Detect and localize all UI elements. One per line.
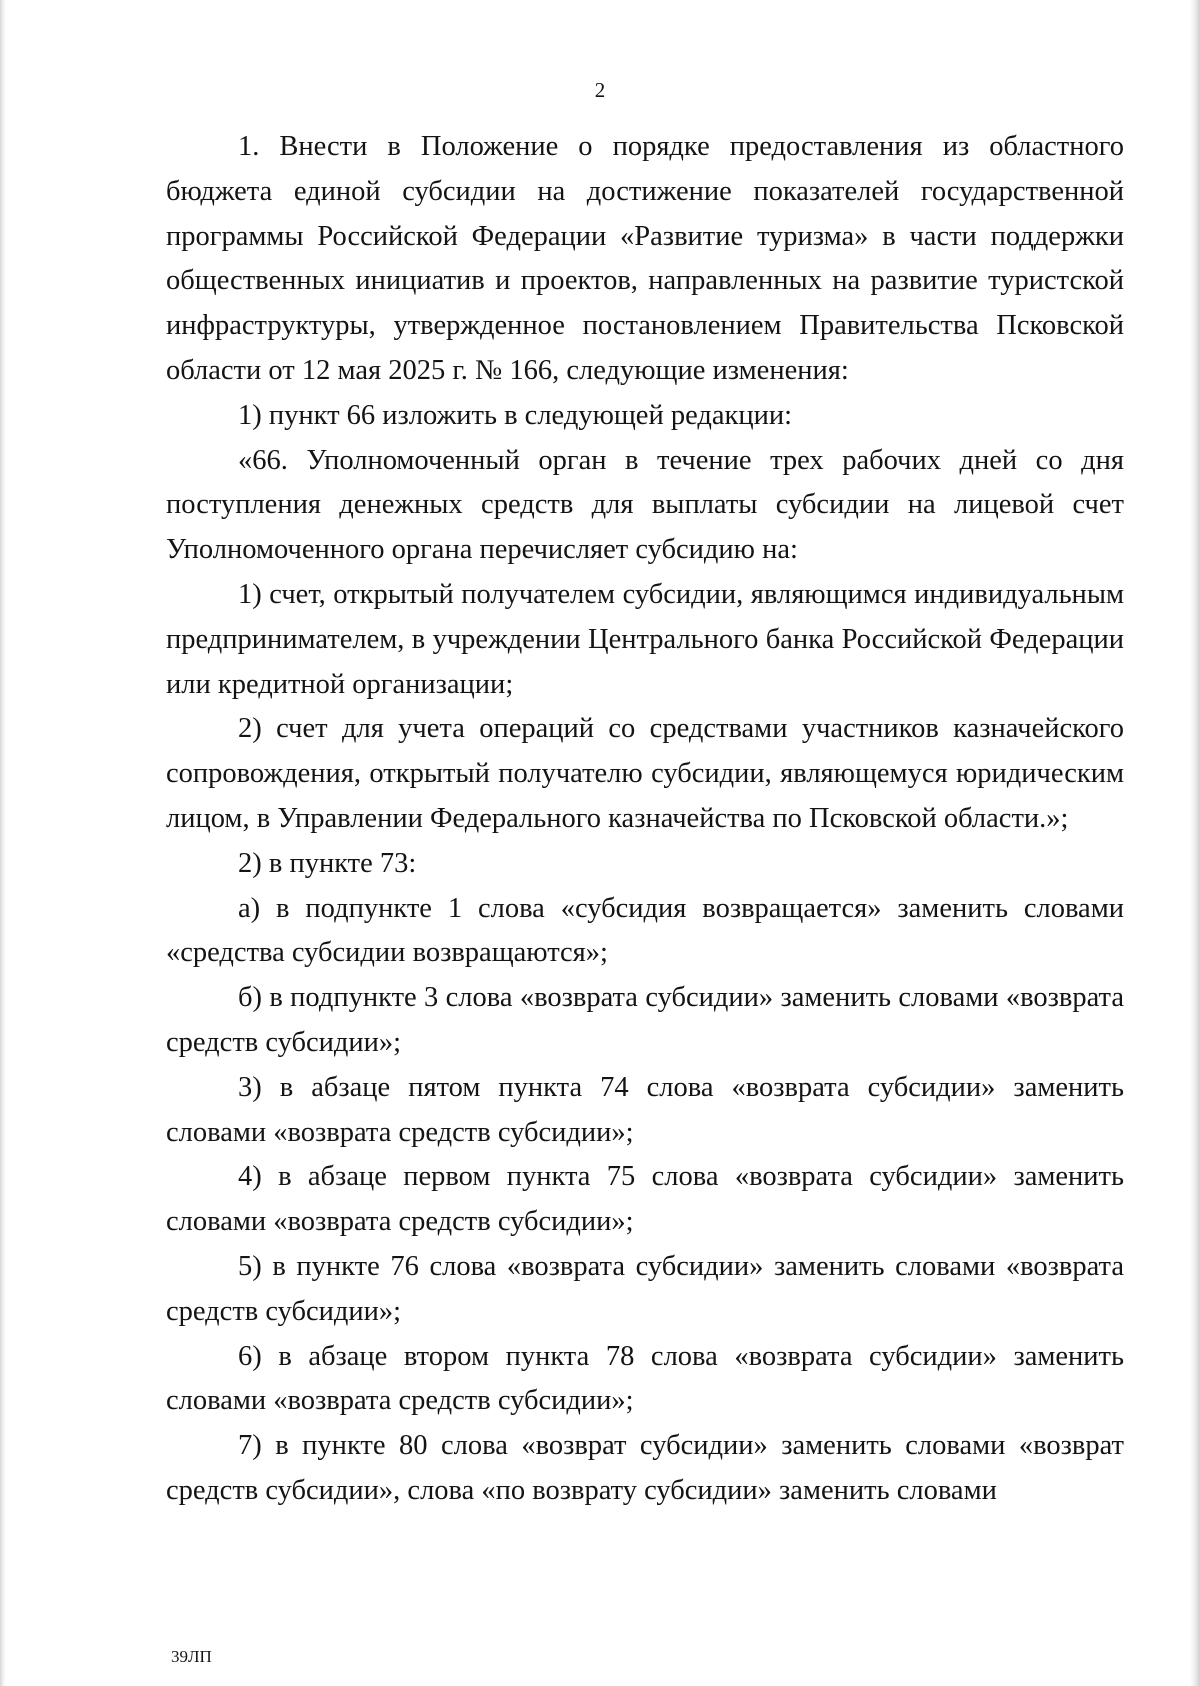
scan-edge-right [1190, 0, 1200, 1686]
paragraph-point-73-b: б) в подпункте 3 слова «возврата субсидии» заменить словами «возврата средств субсидии»; [166, 982, 1124, 1058]
document-body [166, 125, 1124, 1514]
page-number: 2 [594, 78, 606, 102]
paragraph-subitem-6: 6) в абзаце втором пункта 78 слова «возврата субсидии» заменить словами «возврата средств субсидии»; [166, 1340, 1124, 1417]
footer-document-code: 39ЛП [171, 1647, 212, 1666]
paragraph-point-73-a: а) в подпункте 1 слова «субсидия возвращается» заменить словами «средства субсидии возвращаются»; [166, 892, 1124, 969]
paragraph-subitem-5: 5) в пункте 76 слова «возврата субсидии» заменить словами «возврата средств субсидии»; [166, 1250, 1124, 1327]
paragraph-item-1: 1. Внести в Положение о порядке предоставления из областного бюджета единой субсидии на достижение показателей государственной программы Российской Федерации «Развитие туризма» в части поддержки общественных инициатив и проектов, направленных на развитие туристской инфраструктуры, утвержденное постановлением Правительства Псковской области от 12 мая 2025 г. № 166, следующие изменения: [166, 131, 1124, 386]
paragraph-point-66-text: «66. Уполномоченный орган в течение трех рабочих дней со дня поступления денежных средств для выплаты субсидии на лицевой счет Уполномоченного органа перечисляет субсидию на: [166, 444, 1124, 566]
paragraph-subitem-2-point-73: 2) в пункте 73: [238, 847, 417, 879]
paragraph-point-66-sub-1: 1) счет, открытый получателем субсидии, являющимся индивидуальным предпринимателем, в учреждении Центрального банка Российской Федерации или кредитной организации; [166, 578, 1124, 700]
paragraph-subitem-7: 7) в пункте 80 слова «возврат субсидии» заменить словами «возврат средств субсидии», слова «по возврату субсидии» заменить словами [166, 1430, 1124, 1506]
paragraph-subitem-3: 3) в абзаце пятом пункта 74 слова «возврата субсидии» заменить словами «возврата средств субсидии»; [166, 1071, 1124, 1148]
scan-edge-left [0, 0, 6, 1686]
paragraph-subitem-4: 4) в абзаце первом пункта 75 слова «возврата субсидии» заменить словами «возврата средств субсидии»; [166, 1161, 1124, 1238]
paragraph-point-66-sub-2: 2) счет для учета операций со средствами участников казначейского сопровождения, открытый получателю субсидии, являющемуся юридическим лицом, в Управлении Федерального казначейства по Псковской области.»; [166, 713, 1124, 834]
paragraph-subitem-1-point-66: 1) пункт 66 изложить в следующей редакции: [238, 399, 793, 431]
